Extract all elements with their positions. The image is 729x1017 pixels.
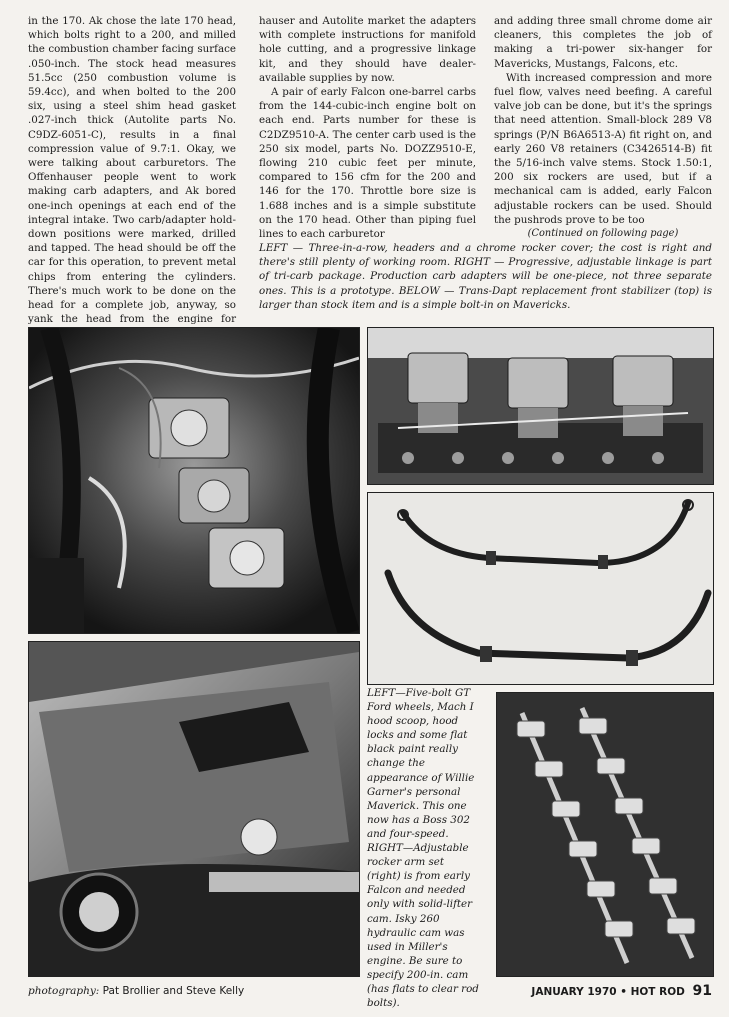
article-paragraph: With increased compression and more fuel flow, valves need beefing. A careful valve job can be done, but it's the springs that need attention. Small-block 289 V8 springs (P/N B6A6513-A) fit right on, and early 260 V8 retainers (C3426514-B) fit the 5/16-inch valve stems. Stock 1.50:1, 200 six rockers are used, but if a mechanical cam is added, early Falcon adjustable rockers can be used. Should the pushrods prove to be too [494,71,712,226]
issue-line: JANUARY 1970 • HOT ROD [531,986,685,998]
stabilizer-bars-photo [367,492,714,685]
article-column-2 [259,14,476,241]
photo-credit-names: Pat Brollier and Steve Kelly [102,985,245,997]
photo-credit-label: photography: [28,985,100,997]
article-column-1 [28,14,236,341]
article-paragraph: in the 170. Ak chose the late 170 head, which bolts right to a 200, and milled the combustion chamber facing surface .050-inch. The stock head measures 51.5cc (250 combustion volume is 59.4cc), and when bolted to the 200 six, using a steel shim head gasket .027-inch thick (Autolite parts No. C9DZ-6051-C), results in a final compression value of 9.7:1. Okay, we were talking about carburetors. The Offenhauser people went to work making carb adapters, and Ak bored one-inch openings at each end of the integral intake. Two carb/adapter hold-down positions were marked, drilled and tapped. The head should be off the car for this operation, to prevent metal chips from entering the cylinders. There's much work to be done on the head for a complete job, anyway, so yank the head from the engine for [28,15,236,326]
photo-caption-top: LEFT — Three-in-a-row, headers and a chrome rocker cover; the cost is right and there's still plenty of working room. RIGHT — Progressive, adjustable linkage is part of tri-carb package. Production carb adapters will be one-piece, not three separate ones. This is a prototype. BELOW — Trans-Dapt replacement front stabilizer (top) is larger than stock item and is a simple bolt-in on Mavericks. [259,242,712,311]
carb-linkage-photo [367,327,714,485]
photo-caption-side: LEFT—Five-bolt GT Ford wheels, Mach I hood scoop, hood locks and some flat black paint really change the appearance of Willie Garner's personal Maverick. This one now has a Boss 302 and four-speed. RIGHT—Adjustable rocker arm set (right) is from early Falcon and needed only with solid-lifter cam. Isky 260 hydraulic cam was used in Miller's engine. Be sure to specify 200-in. cam (has flats to clear rod bolts). [367,687,479,1010]
continued-note: (Continued on following page) [527,228,679,240]
rocker-arms-photo [496,692,714,977]
article-column-3 [494,14,712,241]
article-paragraph: A pair of early Falcon one-barrel carbs from the 144-cubic-inch engine bolt on each end. Parts number for these is C2DZ9510-A. The center carb used is the 250 six model, parts No. DOZZ9510-E, flowing 210 cubic feet per minute, compared to 156 cfm for the 200 and 146 for the 170. Throttle bore size is 1.688 inches and is a simple substitute on the 170 head. Other than piping fuel lines to each carburetor [259,86,476,241]
engine-bay-photo [28,327,360,634]
page-footer [531,983,712,999]
maverick-hood-photo [28,641,360,977]
article-paragraph: hauser and Autolite market the adapters with complete instructions for manifold hole cutting, and a progressive linkage kit, and they should have dealer-available supplies by now. [259,15,476,84]
article-paragraph: and adding three small chrome dome air cleaners, this completes the job of making a tri-power six-hanger for Mavericks, Mustangs, Falcons, etc. [494,15,712,70]
photo-credit [28,985,244,997]
page-number: 91 [692,983,712,999]
